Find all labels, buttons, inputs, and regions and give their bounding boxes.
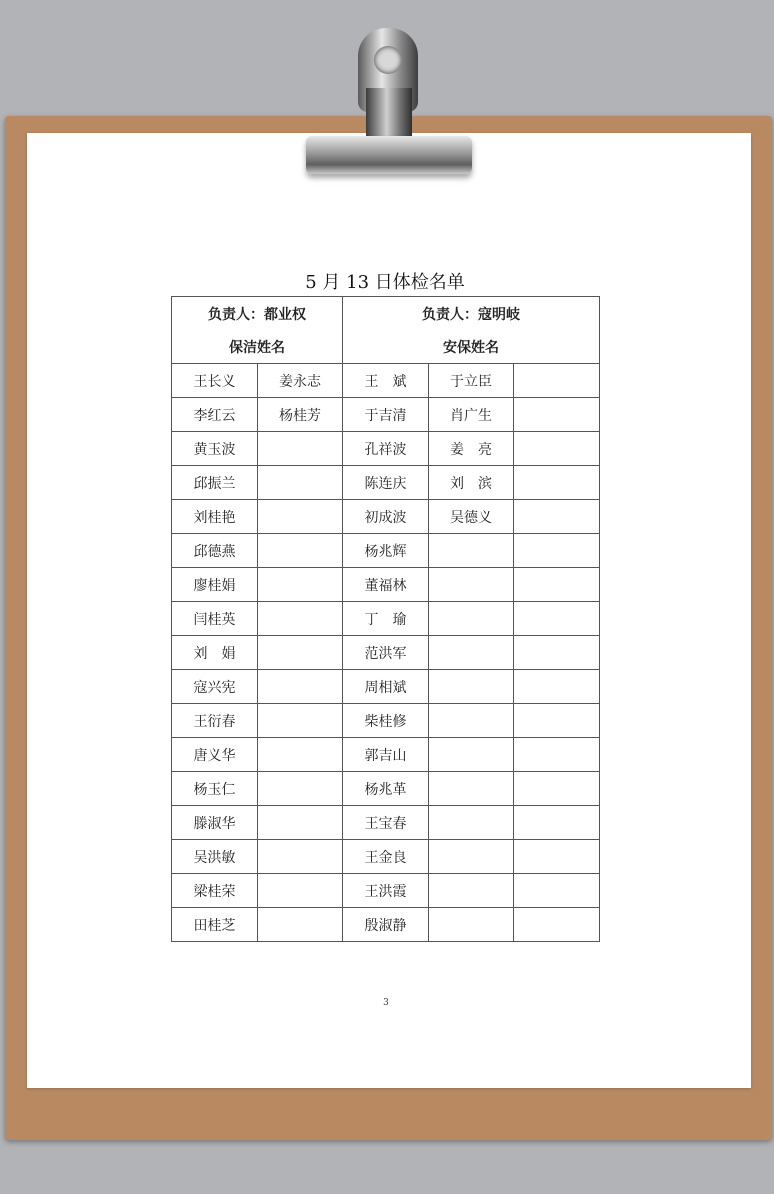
name-cell: 柴桂修 [343, 704, 429, 738]
name-cell: 肖广生 [429, 398, 514, 432]
name-cell [514, 806, 600, 840]
name-cell [429, 806, 514, 840]
table-row [172, 364, 600, 398]
name-cell [429, 908, 514, 942]
table-row [172, 806, 600, 840]
name-cell: 丁 瑜 [343, 602, 429, 636]
name-cell: 刘 娟 [172, 636, 258, 670]
name-cell: 周相斌 [343, 670, 429, 704]
table-row [172, 704, 600, 738]
name-cell [258, 772, 343, 806]
name-cell [514, 364, 600, 398]
page-number: 3 [383, 998, 389, 1008]
name-cell: 杨桂芳 [258, 398, 343, 432]
name-cell: 王衍春 [172, 704, 258, 738]
name-cell [258, 432, 343, 466]
name-cell [258, 840, 343, 874]
name-cell: 唐义华 [172, 738, 258, 772]
table-row [172, 908, 600, 942]
name-cell: 于立臣 [429, 364, 514, 398]
table-row [172, 840, 600, 874]
name-cell: 初成波 [343, 500, 429, 534]
name-cell [258, 704, 343, 738]
name-cell: 邱振兰 [172, 466, 258, 500]
table-row [172, 670, 600, 704]
name-cell: 邱德燕 [172, 534, 258, 568]
name-cell: 姜永志 [258, 364, 343, 398]
security-heading: 安保姓名 [343, 330, 600, 364]
name-cell: 李红云 [172, 398, 258, 432]
security-responsible: 负责人：寇明岐 [343, 297, 600, 331]
name-cell: 寇兴宪 [172, 670, 258, 704]
name-cell: 黄玉波 [172, 432, 258, 466]
name-cell [514, 772, 600, 806]
name-cell: 田桂芝 [172, 908, 258, 942]
table-row [172, 466, 600, 500]
name-cell [514, 398, 600, 432]
name-cell: 王 斌 [343, 364, 429, 398]
name-cell [514, 636, 600, 670]
name-cell [258, 534, 343, 568]
document-title: 5 月 13 日体检名单 [305, 272, 465, 293]
name-cell: 闫桂英 [172, 602, 258, 636]
name-cell: 王长义 [172, 364, 258, 398]
name-cell [514, 568, 600, 602]
name-cell [514, 534, 600, 568]
table-row [172, 568, 600, 602]
name-cell [258, 466, 343, 500]
name-cell: 陈连庆 [343, 466, 429, 500]
table-row [172, 500, 600, 534]
name-cell: 于吉清 [343, 398, 429, 432]
name-cell [258, 874, 343, 908]
name-cell [258, 602, 343, 636]
name-cell [514, 908, 600, 942]
name-cell [258, 908, 343, 942]
table-row [172, 636, 600, 670]
name-cell [429, 738, 514, 772]
table-row [172, 398, 600, 432]
name-cell [514, 500, 600, 534]
name-cell [514, 840, 600, 874]
name-cell: 刘桂艳 [172, 500, 258, 534]
name-cell [258, 636, 343, 670]
binder-clip-icon [296, 28, 478, 178]
table-row [172, 772, 600, 806]
table-row [172, 738, 600, 772]
name-cell: 王宝春 [343, 806, 429, 840]
table-row [172, 534, 600, 568]
name-cell [429, 568, 514, 602]
name-cell: 殷淑静 [343, 908, 429, 942]
name-cell [429, 636, 514, 670]
name-cell [514, 704, 600, 738]
cleaning-responsible: 负责人：都业权 [172, 297, 343, 331]
table-row [172, 874, 600, 908]
name-cell [429, 874, 514, 908]
name-cell [514, 466, 600, 500]
name-cell: 姜 亮 [429, 432, 514, 466]
name-cell: 吴德义 [429, 500, 514, 534]
name-cell: 杨兆辉 [343, 534, 429, 568]
name-cell [258, 568, 343, 602]
table-row [172, 602, 600, 636]
name-cell: 梁桂荣 [172, 874, 258, 908]
name-cell [258, 500, 343, 534]
name-cell: 吴洪敏 [172, 840, 258, 874]
name-cell [514, 432, 600, 466]
name-cell: 杨玉仁 [172, 772, 258, 806]
name-cell: 王洪霞 [343, 874, 429, 908]
name-cell [514, 738, 600, 772]
checkup-roster-table [171, 296, 600, 942]
name-cell: 刘 滨 [429, 466, 514, 500]
cleaning-heading: 保洁姓名 [172, 330, 343, 364]
name-cell [514, 874, 600, 908]
name-cell: 滕淑华 [172, 806, 258, 840]
name-cell [429, 772, 514, 806]
name-cell: 孔祥波 [343, 432, 429, 466]
name-cell: 王金良 [343, 840, 429, 874]
name-cell [258, 738, 343, 772]
name-cell [429, 840, 514, 874]
name-cell [258, 670, 343, 704]
table-row [172, 432, 600, 466]
name-cell [258, 806, 343, 840]
name-cell [429, 670, 514, 704]
name-cell: 范洪军 [343, 636, 429, 670]
name-cell [514, 670, 600, 704]
name-cell [514, 602, 600, 636]
name-cell: 廖桂娟 [172, 568, 258, 602]
name-cell: 董福林 [343, 568, 429, 602]
roster-body [172, 364, 600, 942]
name-cell [429, 534, 514, 568]
name-cell [429, 704, 514, 738]
name-cell: 杨兆革 [343, 772, 429, 806]
name-cell [429, 602, 514, 636]
name-cell: 郭吉山 [343, 738, 429, 772]
